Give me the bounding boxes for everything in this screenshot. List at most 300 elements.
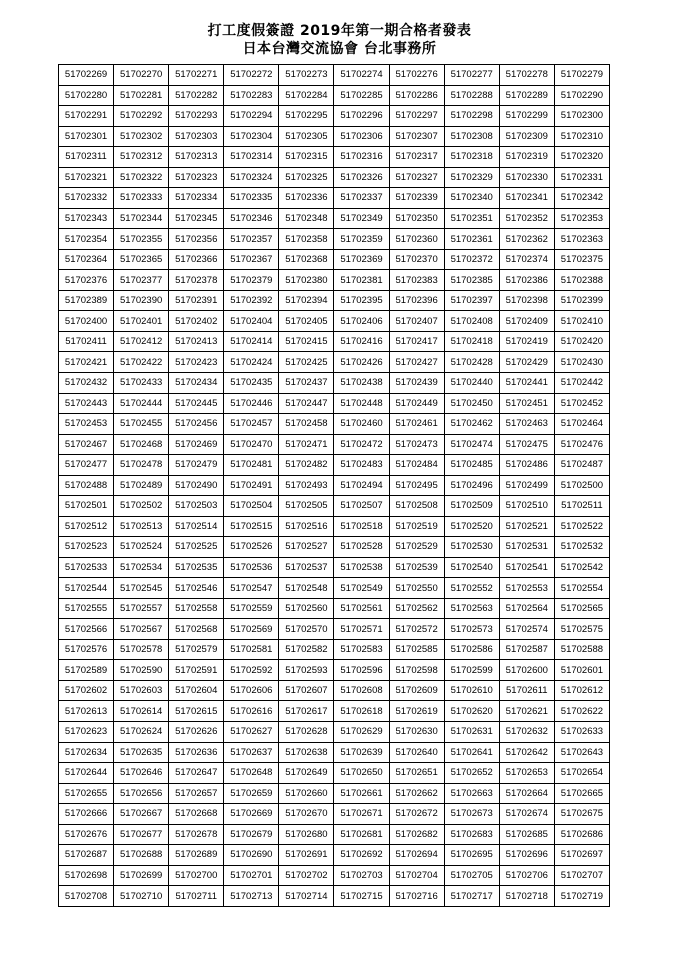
applicant-number-cell: 51702623 (59, 722, 114, 743)
table-row (59, 65, 610, 86)
applicant-number-cell: 51702318 (444, 147, 499, 168)
applicant-number-cell: 51702449 (389, 393, 444, 414)
applicant-number-cell: 51702681 (334, 824, 389, 845)
applicant-number-cell: 51702652 (444, 763, 499, 784)
applicant-number-cell: 51702340 (444, 188, 499, 209)
applicant-number-cell: 51702350 (389, 208, 444, 229)
table-row (59, 537, 610, 558)
applicant-number-cell: 51702281 (114, 85, 169, 106)
applicant-number-cell: 51702686 (554, 824, 609, 845)
applicant-number-cell: 51702295 (279, 106, 334, 127)
applicant-number-cell: 51702310 (554, 126, 609, 147)
applicant-number-cell: 51702671 (334, 804, 389, 825)
applicant-number-cell: 51702345 (169, 208, 224, 229)
applicant-number-cell: 51702342 (554, 188, 609, 209)
applicant-number-cell: 51702523 (59, 537, 114, 558)
applicant-number-cell: 51702294 (224, 106, 279, 127)
applicant-number-cell: 51702621 (499, 701, 554, 722)
applicant-number-cell: 51702471 (279, 434, 334, 455)
applicant-number-cell: 51702694 (389, 845, 444, 866)
applicant-number-cell: 51702501 (59, 496, 114, 517)
applicant-number-cell: 51702644 (59, 763, 114, 784)
applicant-number-cell: 51702312 (114, 147, 169, 168)
applicant-number-cell: 51702341 (499, 188, 554, 209)
applicant-number-cell: 51702296 (334, 106, 389, 127)
applicant-number-cell: 51702361 (444, 229, 499, 250)
applicant-number-cell: 51702682 (389, 824, 444, 845)
applicant-number-cell: 51702394 (279, 290, 334, 311)
applicant-number-cell: 51702306 (334, 126, 389, 147)
applicant-number-cell: 51702583 (334, 639, 389, 660)
applicant-number-cell: 51702408 (444, 311, 499, 332)
table-row (59, 147, 610, 168)
applicant-number-cell: 51702409 (499, 311, 554, 332)
table-row (59, 619, 610, 640)
applicant-number-cell: 51702378 (169, 270, 224, 291)
applicant-number-cell: 51702376 (59, 270, 114, 291)
applicant-number-cell: 51702274 (334, 65, 389, 86)
applicant-number-cell: 51702369 (334, 249, 389, 270)
applicant-number-cell: 51702359 (334, 229, 389, 250)
applicant-number-cell: 51702273 (279, 65, 334, 86)
table-row (59, 455, 610, 476)
applicant-number-cell: 51702279 (554, 65, 609, 86)
applicant-number-cell: 51702549 (334, 578, 389, 599)
applicant-number-cell: 51702505 (279, 496, 334, 517)
applicant-number-cell: 51702589 (59, 660, 114, 681)
applicant-number-cell: 51702534 (114, 557, 169, 578)
applicant-number-cell: 51702627 (224, 722, 279, 743)
applicant-number-cell: 51702634 (59, 742, 114, 763)
applicant-number-cell: 51702706 (499, 865, 554, 886)
table-row (59, 290, 610, 311)
table-row (59, 188, 610, 209)
applicant-number-cell: 51702496 (444, 475, 499, 496)
applicant-number-cell: 51702335 (224, 188, 279, 209)
applicant-number-cell: 51702297 (389, 106, 444, 127)
applicant-number-cell: 51702356 (169, 229, 224, 250)
document-title: 打工度假簽證 2019年第一期合格者發表 (207, 23, 472, 39)
applicant-number-cell: 51702339 (389, 188, 444, 209)
applicant-number-cell: 51702302 (114, 126, 169, 147)
applicant-number-cell: 51702415 (279, 331, 334, 352)
applicant-number-cell: 51702416 (334, 331, 389, 352)
table-row (59, 722, 610, 743)
applicant-number-cell: 51702664 (499, 783, 554, 804)
applicant-number-cell: 51702553 (499, 578, 554, 599)
applicant-number-cell: 51702531 (499, 537, 554, 558)
applicant-number-cell: 51702462 (444, 414, 499, 435)
applicant-number-cell: 51702489 (114, 475, 169, 496)
applicant-number-cell: 51702304 (224, 126, 279, 147)
applicant-number-cell: 51702649 (279, 763, 334, 784)
applicant-number-cell: 51702324 (224, 167, 279, 188)
table-row (59, 680, 610, 701)
applicant-number-cell: 51702548 (279, 578, 334, 599)
applicant-number-cell: 51702444 (114, 393, 169, 414)
applicant-number-cell: 51702481 (224, 455, 279, 476)
applicant-number-cell: 51702677 (114, 824, 169, 845)
applicant-number-cell: 51702407 (389, 311, 444, 332)
applicant-number-cell: 51702522 (554, 516, 609, 537)
applicant-number-cell: 51702513 (114, 516, 169, 537)
applicant-number-cell: 51702510 (499, 496, 554, 517)
applicant-number-cell: 51702493 (279, 475, 334, 496)
applicant-number-cell: 51702696 (499, 845, 554, 866)
applicant-number-cell: 51702540 (444, 557, 499, 578)
applicant-number-cell: 51702467 (59, 434, 114, 455)
applicant-number-cell: 51702655 (59, 783, 114, 804)
applicant-number-cell: 51702323 (169, 167, 224, 188)
applicant-number-cell: 51702358 (279, 229, 334, 250)
applicant-number-cell: 51702662 (389, 783, 444, 804)
applicant-number-cell: 51702630 (389, 722, 444, 743)
applicant-number-cell: 51702608 (334, 680, 389, 701)
applicant-number-cell: 51702477 (59, 455, 114, 476)
applicant-number-cell: 51702602 (59, 680, 114, 701)
applicant-number-cell: 51702320 (554, 147, 609, 168)
applicant-number-cell: 51702305 (279, 126, 334, 147)
applicant-number-cell: 51702620 (444, 701, 499, 722)
applicant-number-cell: 51702524 (114, 537, 169, 558)
applicant-number-cell: 51702563 (444, 598, 499, 619)
applicant-number-cell: 51702502 (114, 496, 169, 517)
applicant-number-cell: 51702675 (554, 804, 609, 825)
applicant-number-cell: 51702450 (444, 393, 499, 414)
applicant-number-cell: 51702463 (499, 414, 554, 435)
applicant-number-cell: 51702702 (279, 865, 334, 886)
applicant-number-cell: 51702609 (389, 680, 444, 701)
applicant-number-cell: 51702628 (279, 722, 334, 743)
applicant-number-cell: 51702708 (59, 886, 114, 907)
applicant-number-cell: 51702435 (224, 372, 279, 393)
applicant-number-cell: 51702700 (169, 865, 224, 886)
table-row (59, 557, 610, 578)
applicant-number-cell: 51702646 (114, 763, 169, 784)
applicant-number-cell: 51702598 (389, 660, 444, 681)
table-row (59, 578, 610, 599)
applicant-number-cell: 51702470 (224, 434, 279, 455)
applicant-number-cell: 51702472 (334, 434, 389, 455)
applicant-number-cell: 51702367 (224, 249, 279, 270)
document-header (0, 22, 679, 58)
table-row (59, 763, 610, 784)
table-row (59, 167, 610, 188)
applicant-number-cell: 51702532 (554, 537, 609, 558)
applicant-number-cell: 51702424 (224, 352, 279, 373)
applicant-number-cell: 51702488 (59, 475, 114, 496)
applicant-number-cell: 51702562 (389, 598, 444, 619)
applicant-number-cell: 51702494 (334, 475, 389, 496)
applicant-number-cell: 51702451 (499, 393, 554, 414)
table-row (59, 598, 610, 619)
applicant-number-cell: 51702286 (389, 85, 444, 106)
applicant-number-cell: 51702633 (554, 722, 609, 743)
applicant-number-cell: 51702377 (114, 270, 169, 291)
applicant-number-cell: 51702525 (169, 537, 224, 558)
applicant-number-cell: 51702617 (279, 701, 334, 722)
applicant-number-cell: 51702422 (114, 352, 169, 373)
applicant-number-cell: 51702362 (499, 229, 554, 250)
applicant-number-cell: 51702397 (444, 290, 499, 311)
applicant-number-cell: 51702433 (114, 372, 169, 393)
applicant-number-cell: 51702410 (554, 311, 609, 332)
applicant-number-cell: 51702352 (499, 208, 554, 229)
applicant-number-cell: 51702557 (114, 598, 169, 619)
table-row (59, 824, 610, 845)
applicant-number-cell: 51702269 (59, 65, 114, 86)
applicant-number-cell: 51702688 (114, 845, 169, 866)
applicant-number-cell: 51702504 (224, 496, 279, 517)
applicant-number-cell: 51702381 (334, 270, 389, 291)
applicant-number-cell: 51702518 (334, 516, 389, 537)
applicant-number-cell: 51702619 (389, 701, 444, 722)
applicant-number-cell: 51702521 (499, 516, 554, 537)
applicant-number-cell: 51702591 (169, 660, 224, 681)
applicant-number-cell: 51702640 (389, 742, 444, 763)
applicant-number-cell: 51702575 (554, 619, 609, 640)
applicant-number-cell: 51702301 (59, 126, 114, 147)
applicant-number-cell: 51702315 (279, 147, 334, 168)
table-row (59, 475, 610, 496)
applicant-number-cell: 51702395 (334, 290, 389, 311)
table-row (59, 270, 610, 291)
table-row (59, 331, 610, 352)
applicant-number-cell: 51702599 (444, 660, 499, 681)
applicant-number-cell: 51702447 (279, 393, 334, 414)
applicant-number-cell: 51702486 (499, 455, 554, 476)
applicant-number-cell: 51702587 (499, 639, 554, 660)
applicant-number-cell: 51702468 (114, 434, 169, 455)
table-row (59, 393, 610, 414)
applicant-number-cell: 51702290 (554, 85, 609, 106)
applicant-number-cell: 51702364 (59, 249, 114, 270)
applicant-number-cell: 51702571 (334, 619, 389, 640)
applicant-number-cell: 51702503 (169, 496, 224, 517)
applicant-number-cell: 51702354 (59, 229, 114, 250)
applicant-number-cell: 51702348 (279, 208, 334, 229)
applicant-number-cell: 51702473 (389, 434, 444, 455)
applicant-number-cell: 51702559 (224, 598, 279, 619)
applicant-number-cell: 51702558 (169, 598, 224, 619)
applicant-number-cell: 51702484 (389, 455, 444, 476)
applicant-number-cell: 51702546 (169, 578, 224, 599)
applicant-number-cell: 51702713 (224, 886, 279, 907)
applicant-number-cell: 51702547 (224, 578, 279, 599)
applicant-number-cell: 51702651 (389, 763, 444, 784)
applicant-number-cell: 51702578 (114, 639, 169, 660)
applicant-number-cell: 51702430 (554, 352, 609, 373)
applicant-number-cell: 51702327 (389, 167, 444, 188)
applicant-number-cell: 51702576 (59, 639, 114, 660)
applicant-number-cell: 51702372 (444, 249, 499, 270)
applicant-number-cell: 51702332 (59, 188, 114, 209)
applicant-number-cell: 51702429 (499, 352, 554, 373)
applicant-number-cell: 51702391 (169, 290, 224, 311)
table-row (59, 516, 610, 537)
applicant-number-cell: 51702351 (444, 208, 499, 229)
applicant-number-cell: 51702443 (59, 393, 114, 414)
applicant-number-cell: 51702588 (554, 639, 609, 660)
applicant-number-cell: 51702667 (114, 804, 169, 825)
applicant-number-cell: 51702526 (224, 537, 279, 558)
applicant-number-cell: 51702710 (114, 886, 169, 907)
applicant-number-cell: 51702343 (59, 208, 114, 229)
applicant-number-cell: 51702426 (334, 352, 389, 373)
applicant-number-cell: 51702631 (444, 722, 499, 743)
applicant-number-cell: 51702512 (59, 516, 114, 537)
applicant-number-cell: 51702271 (169, 65, 224, 86)
applicant-number-cell: 51702564 (499, 598, 554, 619)
applicant-number-cell: 51702326 (334, 167, 389, 188)
applicant-number-cell: 51702541 (499, 557, 554, 578)
applicant-number-cell: 51702592 (224, 660, 279, 681)
applicant-number-cell: 51702300 (554, 106, 609, 127)
applicant-number-cell: 51702366 (169, 249, 224, 270)
applicant-number-cell: 51702695 (444, 845, 499, 866)
applicant-number-cell: 51702485 (444, 455, 499, 476)
applicant-number-cell: 51702690 (224, 845, 279, 866)
applicant-number-cell: 51702406 (334, 311, 389, 332)
applicant-number-cell: 51702423 (169, 352, 224, 373)
applicant-number-cell: 51702665 (554, 783, 609, 804)
applicant-number-cell: 51702711 (169, 886, 224, 907)
applicant-number-cell: 51702555 (59, 598, 114, 619)
applicant-number-cell: 51702610 (444, 680, 499, 701)
applicant-number-cell: 51702656 (114, 783, 169, 804)
applicant-number-cell: 51702379 (224, 270, 279, 291)
applicant-number-cell: 51702568 (169, 619, 224, 640)
applicant-number-cell: 51702622 (554, 701, 609, 722)
applicant-number-cell: 51702565 (554, 598, 609, 619)
applicant-number-cell: 51702333 (114, 188, 169, 209)
applicant-number-cell: 51702582 (279, 639, 334, 660)
applicant-number-cell: 51702635 (114, 742, 169, 763)
applicant-number-cell: 51702500 (554, 475, 609, 496)
applicant-number-cell: 51702716 (389, 886, 444, 907)
applicant-number-cell: 51702545 (114, 578, 169, 599)
applicant-number-cell: 51702566 (59, 619, 114, 640)
applicant-number-cell: 51702613 (59, 701, 114, 722)
applicant-number-cell: 51702674 (499, 804, 554, 825)
applicant-number-cell: 51702542 (554, 557, 609, 578)
applicant-number-cell: 51702374 (499, 249, 554, 270)
table-row (59, 106, 610, 127)
applicant-number-cell: 51702624 (114, 722, 169, 743)
applicant-number-cell: 51702464 (554, 414, 609, 435)
applicant-number-cell: 51702389 (59, 290, 114, 311)
applicant-number-cell: 51702309 (499, 126, 554, 147)
applicant-number-cell: 51702292 (114, 106, 169, 127)
applicant-number-cell: 51702418 (444, 331, 499, 352)
applicant-number-cell: 51702303 (169, 126, 224, 147)
applicant-number-cell: 51702663 (444, 783, 499, 804)
applicant-number-cell: 51702642 (499, 742, 554, 763)
applicant-number-cell: 51702639 (334, 742, 389, 763)
applicant-number-cell: 51702574 (499, 619, 554, 640)
applicant-number-cell: 51702626 (169, 722, 224, 743)
applicant-number-cell: 51702679 (224, 824, 279, 845)
applicant-number-cell: 51702445 (169, 393, 224, 414)
applicant-number-cell: 51702528 (334, 537, 389, 558)
applicant-number-cell: 51702680 (279, 824, 334, 845)
applicant-number-cell: 51702469 (169, 434, 224, 455)
applicant-number-cell: 51702402 (169, 311, 224, 332)
applicant-number-cell: 51702293 (169, 106, 224, 127)
applicant-number-cell: 51702638 (279, 742, 334, 763)
applicant-number-cell: 51702661 (334, 783, 389, 804)
applicant-number-cell: 51702453 (59, 414, 114, 435)
applicant-number-cell: 51702353 (554, 208, 609, 229)
applicant-number-cell: 51702368 (279, 249, 334, 270)
applicant-number-cell: 51702475 (499, 434, 554, 455)
applicant-number-cell: 51702272 (224, 65, 279, 86)
applicant-number-cell: 51702399 (554, 290, 609, 311)
applicant-number-cell: 51702615 (169, 701, 224, 722)
applicant-number-cell: 51702507 (334, 496, 389, 517)
applicant-number-cell: 51702282 (169, 85, 224, 106)
applicant-number-cell: 51702491 (224, 475, 279, 496)
applicant-number-cell: 51702596 (334, 660, 389, 681)
applicant-number-cell: 51702567 (114, 619, 169, 640)
applicant-number-cell: 51702483 (334, 455, 389, 476)
applicant-number-cell: 51702593 (279, 660, 334, 681)
applicant-number-cell: 51702439 (389, 372, 444, 393)
applicant-number-cell: 51702458 (279, 414, 334, 435)
applicant-number-cell: 51702515 (224, 516, 279, 537)
applicant-number-cell: 51702428 (444, 352, 499, 373)
applicant-number-cell: 51702392 (224, 290, 279, 311)
applicant-number-cell: 51702276 (389, 65, 444, 86)
applicant-number-cell: 51702560 (279, 598, 334, 619)
applicant-number-cell: 51702490 (169, 475, 224, 496)
applicant-number-cell: 51702438 (334, 372, 389, 393)
applicant-number-cell: 51702336 (279, 188, 334, 209)
applicant-number-cell: 51702398 (499, 290, 554, 311)
applicant-number-cell: 51702614 (114, 701, 169, 722)
applicant-number-cell: 51702701 (224, 865, 279, 886)
applicant-number-cell: 51702585 (389, 639, 444, 660)
table-row (59, 372, 610, 393)
applicant-number-cell: 51702299 (499, 106, 554, 127)
applicant-number-cell: 51702707 (554, 865, 609, 886)
applicant-number-cell: 51702360 (389, 229, 444, 250)
applicant-number-cell: 51702321 (59, 167, 114, 188)
applicant-number-cell: 51702516 (279, 516, 334, 537)
applicant-number-cell: 51702278 (499, 65, 554, 86)
applicant-number-cell: 51702487 (554, 455, 609, 476)
applicant-number-cell: 51702581 (224, 639, 279, 660)
applicant-number-cell: 51702380 (279, 270, 334, 291)
applicant-number-cell: 51702697 (554, 845, 609, 866)
table-row (59, 352, 610, 373)
applicant-number-cell: 51702666 (59, 804, 114, 825)
applicant-number-cell: 51702654 (554, 763, 609, 784)
applicant-number-cell: 51702277 (444, 65, 499, 86)
applicant-number-cell: 51702673 (444, 804, 499, 825)
applicant-number-cell: 51702643 (554, 742, 609, 763)
applicant-number-cell: 51702413 (169, 331, 224, 352)
applicant-number-cell: 51702554 (554, 578, 609, 599)
applicant-number-cell: 51702414 (224, 331, 279, 352)
applicant-number-cell: 51702629 (334, 722, 389, 743)
applicant-number-cell: 51702308 (444, 126, 499, 147)
applicant-number-cell: 51702363 (554, 229, 609, 250)
applicant-number-cell: 51702604 (169, 680, 224, 701)
applicant-number-cell: 51702325 (279, 167, 334, 188)
applicant-number-cell: 51702632 (499, 722, 554, 743)
applicant-number-cell: 51702495 (389, 475, 444, 496)
